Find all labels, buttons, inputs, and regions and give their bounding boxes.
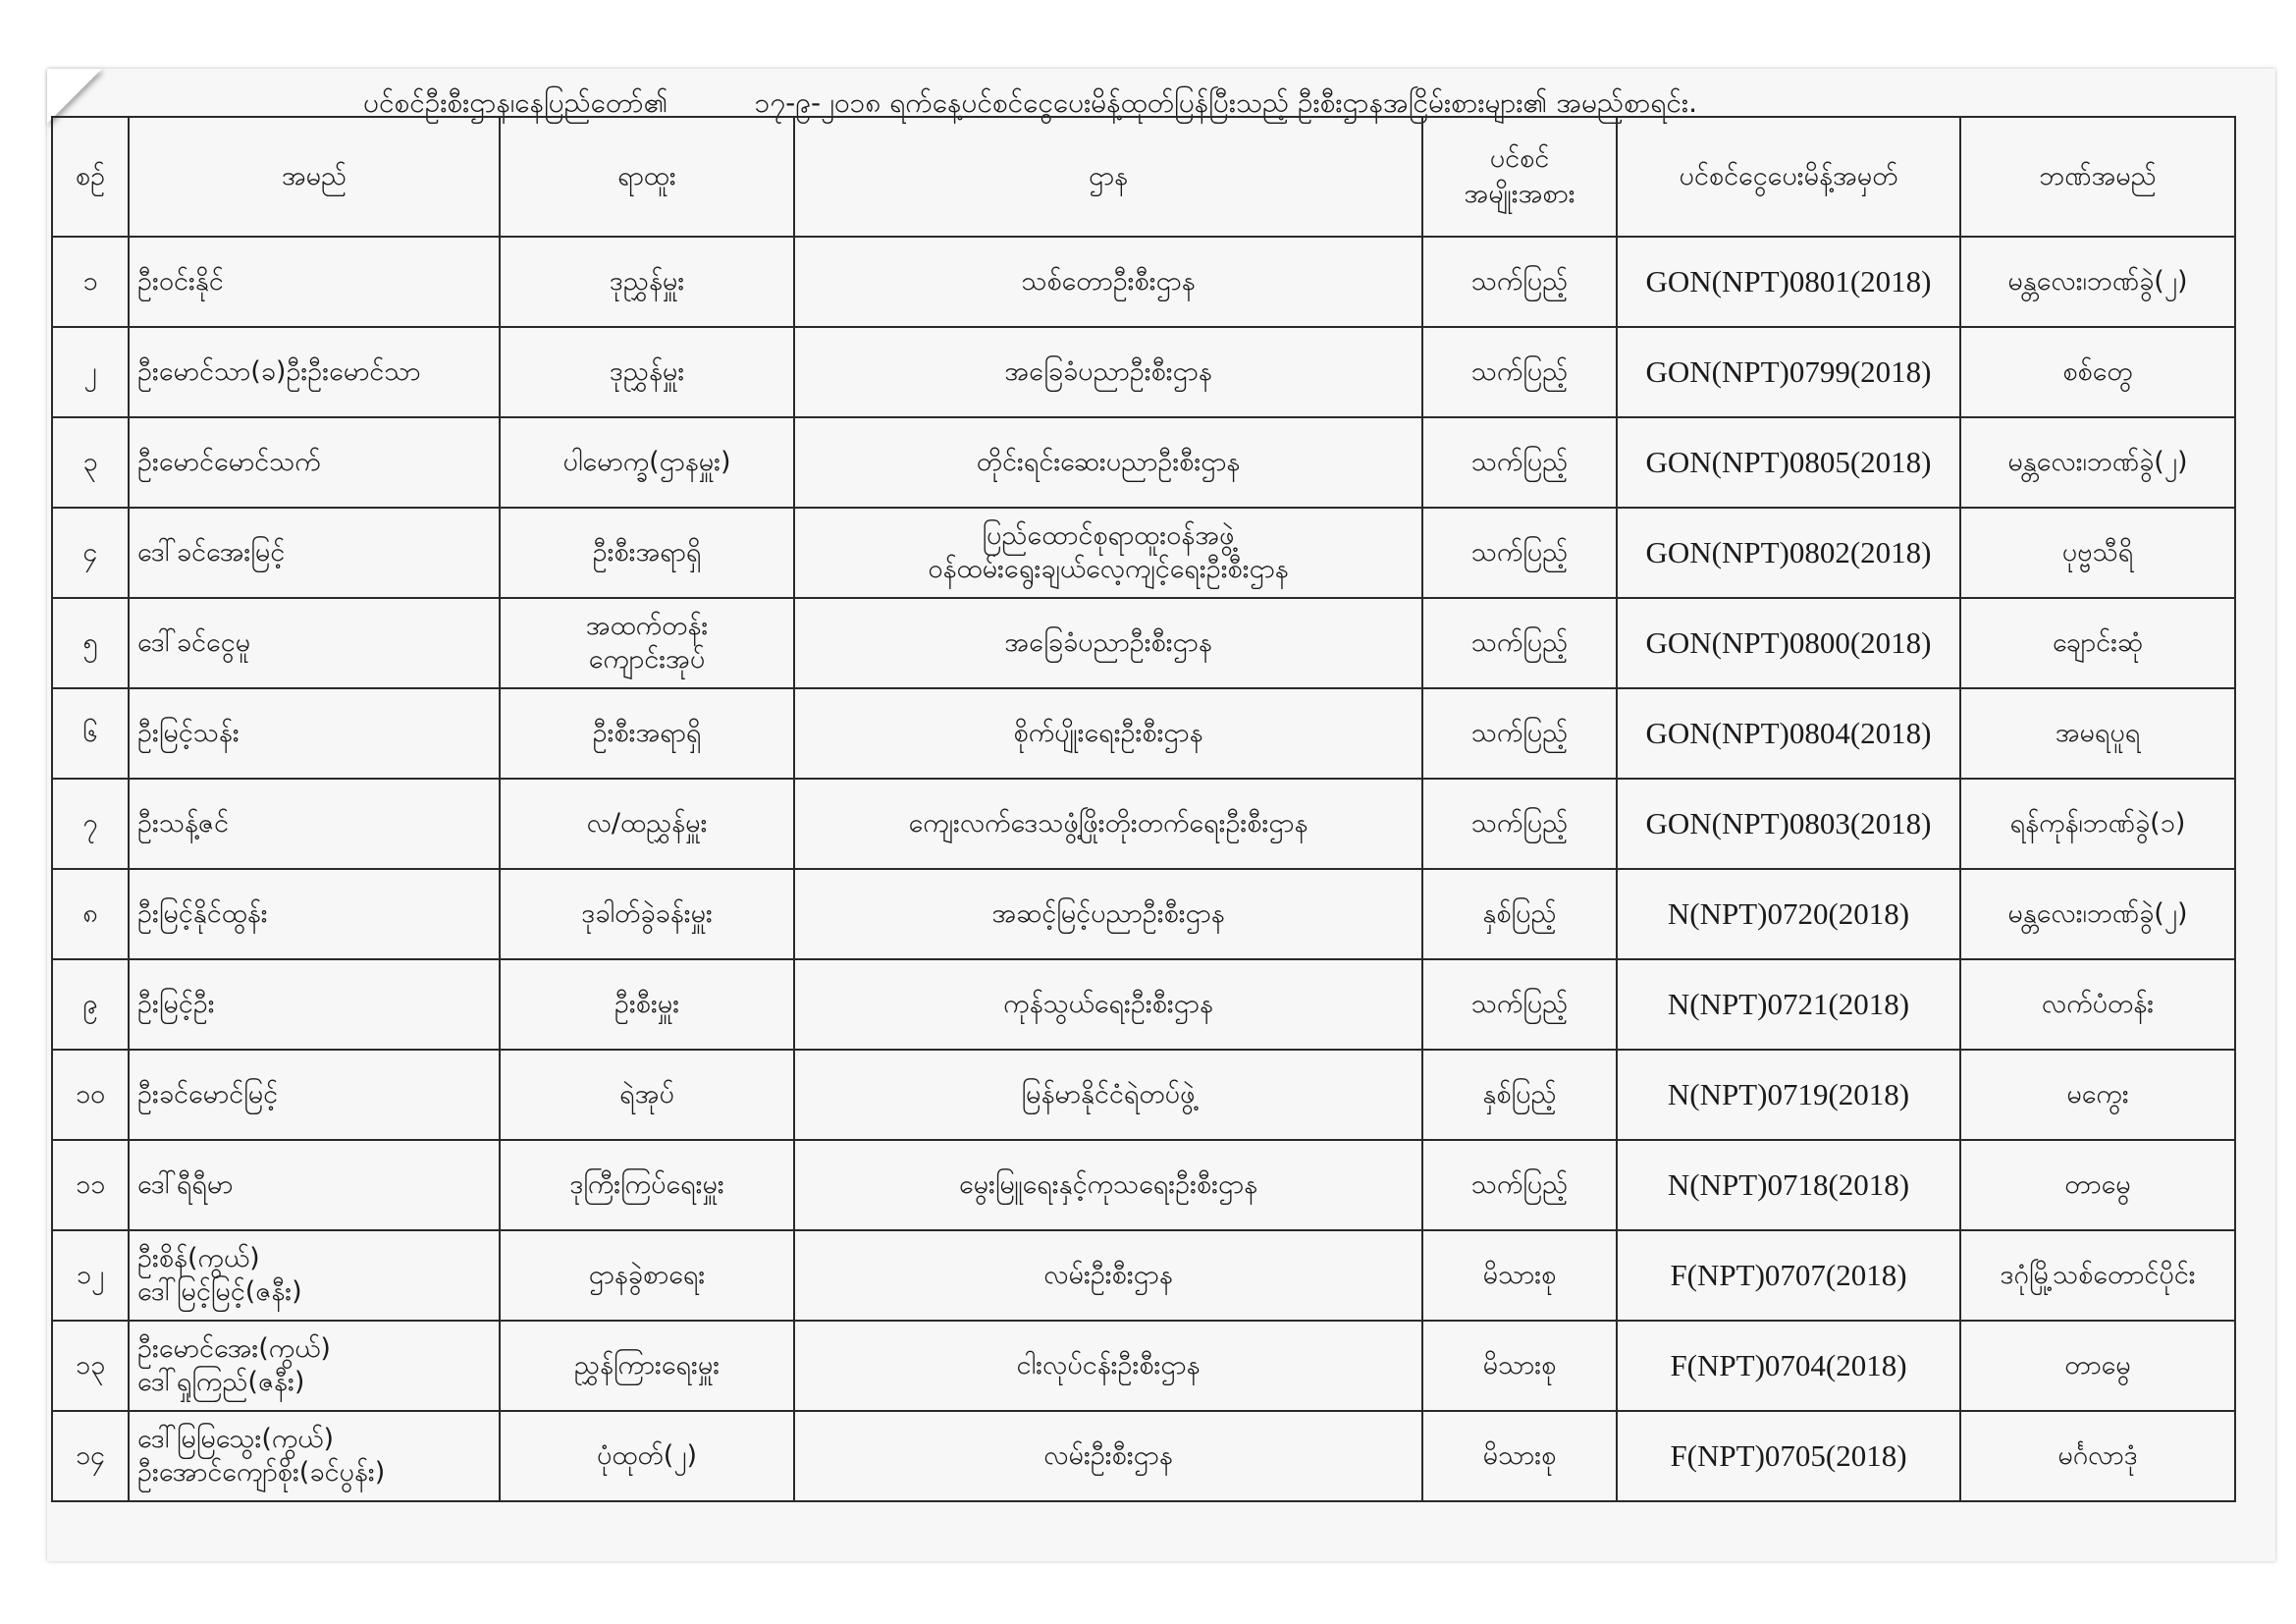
cell-bank: တာမွေ <box>1960 1140 2235 1230</box>
cell-no: ၄ <box>52 508 129 598</box>
cell-name <box>129 1411 500 1501</box>
cell-code: GON(NPT)0800(2018) <box>1617 598 1960 688</box>
cell-position <box>500 869 794 959</box>
cell-position-line: ဒုခါတ်ခွဲခန်းမှူး <box>581 898 713 930</box>
cell-type: သက်ပြည့် <box>1422 779 1617 869</box>
cell-position <box>500 688 794 779</box>
cell-position <box>500 237 794 327</box>
table-row <box>52 1050 2235 1140</box>
cell-department <box>794 688 1422 779</box>
cell-no: ၁၂ <box>52 1230 129 1321</box>
cell-position <box>500 598 794 688</box>
cell-bank: မင်္ဂလာဒုံ <box>1960 1411 2235 1501</box>
cell-name-line: ဦးအောင်ကျော်စိုး(ခင်ပွန်း) <box>137 1457 386 1488</box>
cell-name <box>129 688 500 779</box>
cell-no: ၂ <box>52 327 129 417</box>
table-row <box>52 688 2235 779</box>
cell-department <box>794 1230 1422 1321</box>
cell-department-line: လမ်းဦးစီးဌာန <box>1043 1440 1173 1472</box>
cell-department-line: အခြေခံပညာဦးစီးဌာန <box>1004 627 1212 659</box>
cell-type: မိသားစု <box>1422 1321 1617 1411</box>
cell-department <box>794 869 1422 959</box>
cell-name <box>129 1140 500 1230</box>
cell-name <box>129 1321 500 1411</box>
cell-no: ၅ <box>52 598 129 688</box>
cell-department-line: စိုက်ပျိုးရေးဦးစီးဌာန <box>1013 718 1203 749</box>
cell-name-line: ဦးမြင့်နိုင်ထွန်း <box>137 898 268 930</box>
cell-name-line: ဦးစိန်(ကွယ်) <box>137 1243 260 1274</box>
header-position: ရာထူး <box>500 117 794 237</box>
cell-name <box>129 508 500 598</box>
table-row <box>52 1321 2235 1411</box>
cell-position-line: ဒုကြီးကြပ်ရေးမှူး <box>569 1169 724 1201</box>
table-row <box>52 598 2235 688</box>
cell-name <box>129 1050 500 1140</box>
cell-position <box>500 1140 794 1230</box>
cell-bank: စစ်တွေ <box>1960 327 2235 417</box>
cell-name-line: ဒေါ်မြမြသွေး(ကွယ်) <box>137 1424 335 1455</box>
header-department: ဌာန <box>794 117 1422 237</box>
cell-no: ၁၃ <box>52 1321 129 1411</box>
cell-position <box>500 1411 794 1501</box>
cell-name-line: ဦးမောင်မောင်သက် <box>137 447 321 478</box>
cell-code: N(NPT)0719(2018) <box>1617 1050 1960 1140</box>
header-code: ပင်စင်ငွေပေးမိန့်အမှတ် <box>1617 117 1960 237</box>
cell-position-line: ဦးစီးအရာရှိ <box>592 718 702 749</box>
cell-code: F(NPT)0707(2018) <box>1617 1230 1960 1321</box>
cell-bank: မန္တလေး၊ဘဏ်ခွဲ(၂) <box>1960 237 2235 327</box>
cell-code: F(NPT)0704(2018) <box>1617 1321 1960 1411</box>
cell-bank: အမရပူရ <box>1960 688 2235 779</box>
cell-type: နှစ်ပြည့် <box>1422 1050 1617 1140</box>
table-row <box>52 237 2235 327</box>
cell-bank: မန္တလေး၊ဘဏ်ခွဲ(၂) <box>1960 417 2235 508</box>
cell-name <box>129 417 500 508</box>
cell-position <box>500 779 794 869</box>
cell-name <box>129 779 500 869</box>
header-row <box>52 117 2235 237</box>
cell-name-line: ဒေါ်ရှုကြည်(ဇနီး) <box>137 1367 305 1397</box>
cell-bank: မကွေး <box>1960 1050 2235 1140</box>
header-name: အမည် <box>129 117 500 237</box>
header-no: စဉ် <box>52 117 129 237</box>
cell-position-line: ပါမောက္ခ(ဌာနမှူး) <box>562 447 731 478</box>
cell-type: သက်ပြည့် <box>1422 959 1617 1050</box>
cell-no: ၉ <box>52 959 129 1050</box>
cell-name-line: ဦးမောင်အေး(ကွယ်) <box>137 1333 331 1365</box>
cell-no: ၁ <box>52 237 129 327</box>
cell-code: GON(NPT)0805(2018) <box>1617 417 1960 508</box>
cell-no: ၁၄ <box>52 1411 129 1501</box>
heading-office: ပင်စင်ဦးစီးဌာန၊နေပြည်တော်၏ <box>363 86 668 119</box>
cell-type: မိသားစု <box>1422 1230 1617 1321</box>
cell-department-line: သစ်တောဦးစီးဌာန <box>1021 266 1196 298</box>
cell-position-line: ဦးစီးအရာရှိ <box>592 537 702 568</box>
cell-bank: ချောင်းဆုံ <box>1960 598 2235 688</box>
cell-code: N(NPT)0721(2018) <box>1617 959 1960 1050</box>
cell-position-line: လ/ထညွှန်မှူး <box>586 808 708 839</box>
pension-register-table <box>51 116 2236 1502</box>
cell-type: သက်ပြည့် <box>1422 1140 1617 1230</box>
cell-no: ၁၁ <box>52 1140 129 1230</box>
cell-name <box>129 327 500 417</box>
heading-title: ၁၇-၉-၂၀၁၈ ရက်နေ့ပင်စင်ငွေပေးမိန့်ထုတ်ပြန်ပြီးသည့် ဦးစီးဌာနအငြိမ်းစားများ၏ အမည်စာရင်း. <box>754 86 1697 119</box>
cell-name-line: ဦးမောင်သာ(ခ)ဦးဦးမောင်သာ <box>137 356 421 388</box>
header-type-line-1: ပင်စင် <box>1489 142 1550 174</box>
cell-name-line: ဒေါ်ခင်အေးမြင့် <box>137 537 286 568</box>
table-row <box>52 869 2235 959</box>
cell-department-line: ပြည်ထောင်စုရာထူးဝန်အဖွဲ့ <box>982 520 1235 552</box>
cell-code: N(NPT)0720(2018) <box>1617 869 1960 959</box>
cell-code: GON(NPT)0801(2018) <box>1617 237 1960 327</box>
cell-type: သက်ပြည့် <box>1422 417 1617 508</box>
cell-bank: တာမွေ <box>1960 1321 2235 1411</box>
cell-department <box>794 1140 1422 1230</box>
cell-department-line: မွေးမြူရေးနှင့်ကုသရေးဦးစီးဌာန <box>958 1169 1258 1201</box>
cell-position <box>500 327 794 417</box>
table-row <box>52 327 2235 417</box>
cell-name <box>129 237 500 327</box>
cell-no: ၁၀ <box>52 1050 129 1140</box>
cell-position-line: ပုံထုတ်(၂) <box>596 1440 698 1472</box>
cell-position <box>500 959 794 1050</box>
cell-department <box>794 1050 1422 1140</box>
cell-department <box>794 327 1422 417</box>
cell-type: သက်ပြည့် <box>1422 508 1617 598</box>
cell-code: N(NPT)0718(2018) <box>1617 1140 1960 1230</box>
cell-type: သက်ပြည့် <box>1422 237 1617 327</box>
cell-code: GON(NPT)0804(2018) <box>1617 688 1960 779</box>
cell-no: ၆ <box>52 688 129 779</box>
cell-name-line: ဒေါ်ရီရီမာ <box>137 1169 234 1201</box>
cell-department-line: အဆင့်မြင့်ပညာဦးစီးဌာန <box>991 898 1225 930</box>
cell-bank: ရန်ကုန်၊ဘဏ်ခွဲ(၁) <box>1960 779 2235 869</box>
cell-name-line: ဦးခင်မောင်မြင့် <box>137 1079 279 1110</box>
cell-bank: ပုဗ္ဗသီရိ <box>1960 508 2235 598</box>
cell-position-line: ဌာနခွဲစာရေး <box>588 1260 706 1291</box>
table-row <box>52 1230 2235 1321</box>
cell-bank: လက်ပံတန်း <box>1960 959 2235 1050</box>
cell-department <box>794 779 1422 869</box>
cell-department-line: ကျေးလက်ဒေသဖွံ့ဖြိုးတိုးတက်ရေးဦးစီးဌာန <box>908 808 1308 839</box>
table-row <box>52 417 2235 508</box>
table-row <box>52 508 2235 598</box>
cell-department-line: မြန်မာနိုင်ငံရဲတပ်ဖွဲ့ <box>1021 1079 1196 1110</box>
cell-code: GON(NPT)0803(2018) <box>1617 779 1960 869</box>
table-row <box>52 1140 2235 1230</box>
cell-bank: မန္တလေး၊ဘဏ်ခွဲ(၂) <box>1960 869 2235 959</box>
cell-type: မိသားစု <box>1422 1411 1617 1501</box>
cell-position-line: ကျောင်းအုပ် <box>588 644 706 675</box>
cell-no: ၇ <box>52 779 129 869</box>
cell-department <box>794 959 1422 1050</box>
cell-position-line: ရဲအုပ် <box>619 1079 674 1110</box>
cell-position <box>500 1050 794 1140</box>
table-row <box>52 779 2235 869</box>
cell-department-line: ငါးလုပ်ငန်းဦးစီးဌာန <box>1016 1350 1201 1381</box>
cell-position <box>500 1321 794 1411</box>
cell-department-line: တိုင်းရင်းဆေးပညာဦးစီးဌာန <box>976 447 1241 478</box>
cell-name <box>129 1230 500 1321</box>
cell-code: GON(NPT)0799(2018) <box>1617 327 1960 417</box>
cell-department-line: ဝန်ထမ်းရွေးချယ်လေ့ကျင့်ရေးဦးစီးဌာန <box>928 554 1289 584</box>
cell-name-line: ဦးဝင်းနိုင် <box>137 266 224 298</box>
cell-position-line: ဒုညွှန်မှူး <box>609 266 685 298</box>
cell-name-line: ဦးသန့်ဇင် <box>137 808 229 839</box>
cell-position <box>500 417 794 508</box>
cell-name <box>129 598 500 688</box>
cell-no: ၈ <box>52 869 129 959</box>
cell-bank: ဒဂုံမြို့သစ်တောင်ပိုင်း <box>1960 1230 2235 1321</box>
table-row <box>52 1411 2235 1501</box>
cell-position <box>500 508 794 598</box>
cell-code: GON(NPT)0802(2018) <box>1617 508 1960 598</box>
cell-type: သက်ပြည့် <box>1422 598 1617 688</box>
cell-type: သက်ပြည့် <box>1422 327 1617 417</box>
cell-type: နှစ်ပြည့် <box>1422 869 1617 959</box>
cell-department-line: အခြေခံပညာဦးစီးဌာန <box>1004 356 1212 388</box>
cell-department <box>794 237 1422 327</box>
cell-name-line: ဒေါ်ခင်ငွေမူ <box>137 627 251 659</box>
cell-department-line: လမ်းဦးစီးဌာန <box>1043 1260 1173 1291</box>
cell-name <box>129 869 500 959</box>
cell-department <box>794 417 1422 508</box>
table-row <box>52 959 2235 1050</box>
cell-department <box>794 1321 1422 1411</box>
cell-name-line: ဦးမြင့်ဦး <box>137 989 215 1020</box>
cell-type: သက်ပြည့် <box>1422 688 1617 779</box>
cell-position-line: အထက်တန်း <box>585 611 709 642</box>
header-type <box>1422 117 1617 237</box>
header-type-line-2: အမျိုးအစား <box>1464 179 1575 209</box>
cell-no: ၃ <box>52 417 129 508</box>
cell-name-line: ဦးမြင့်သန်း <box>137 718 240 749</box>
cell-department <box>794 508 1422 598</box>
cell-position-line: ဦးစီးမှူး <box>614 989 680 1020</box>
cell-name-line: ဒေါ်မြင့်မြင့်(ဇနီး) <box>137 1276 302 1307</box>
cell-name <box>129 959 500 1050</box>
header-bank: ဘဏ်အမည် <box>1960 117 2235 237</box>
cell-department-line: ကုန်သွယ်ရေးဦးစီးဌာန <box>1003 989 1213 1020</box>
cell-code: F(NPT)0705(2018) <box>1617 1411 1960 1501</box>
cell-position <box>500 1230 794 1321</box>
cell-department <box>794 598 1422 688</box>
cell-department <box>794 1411 1422 1501</box>
cell-position-line: ဒုညွှန်မှူး <box>609 356 685 388</box>
cell-position-line: ညွှန်ကြားရေးမှူး <box>573 1350 721 1381</box>
